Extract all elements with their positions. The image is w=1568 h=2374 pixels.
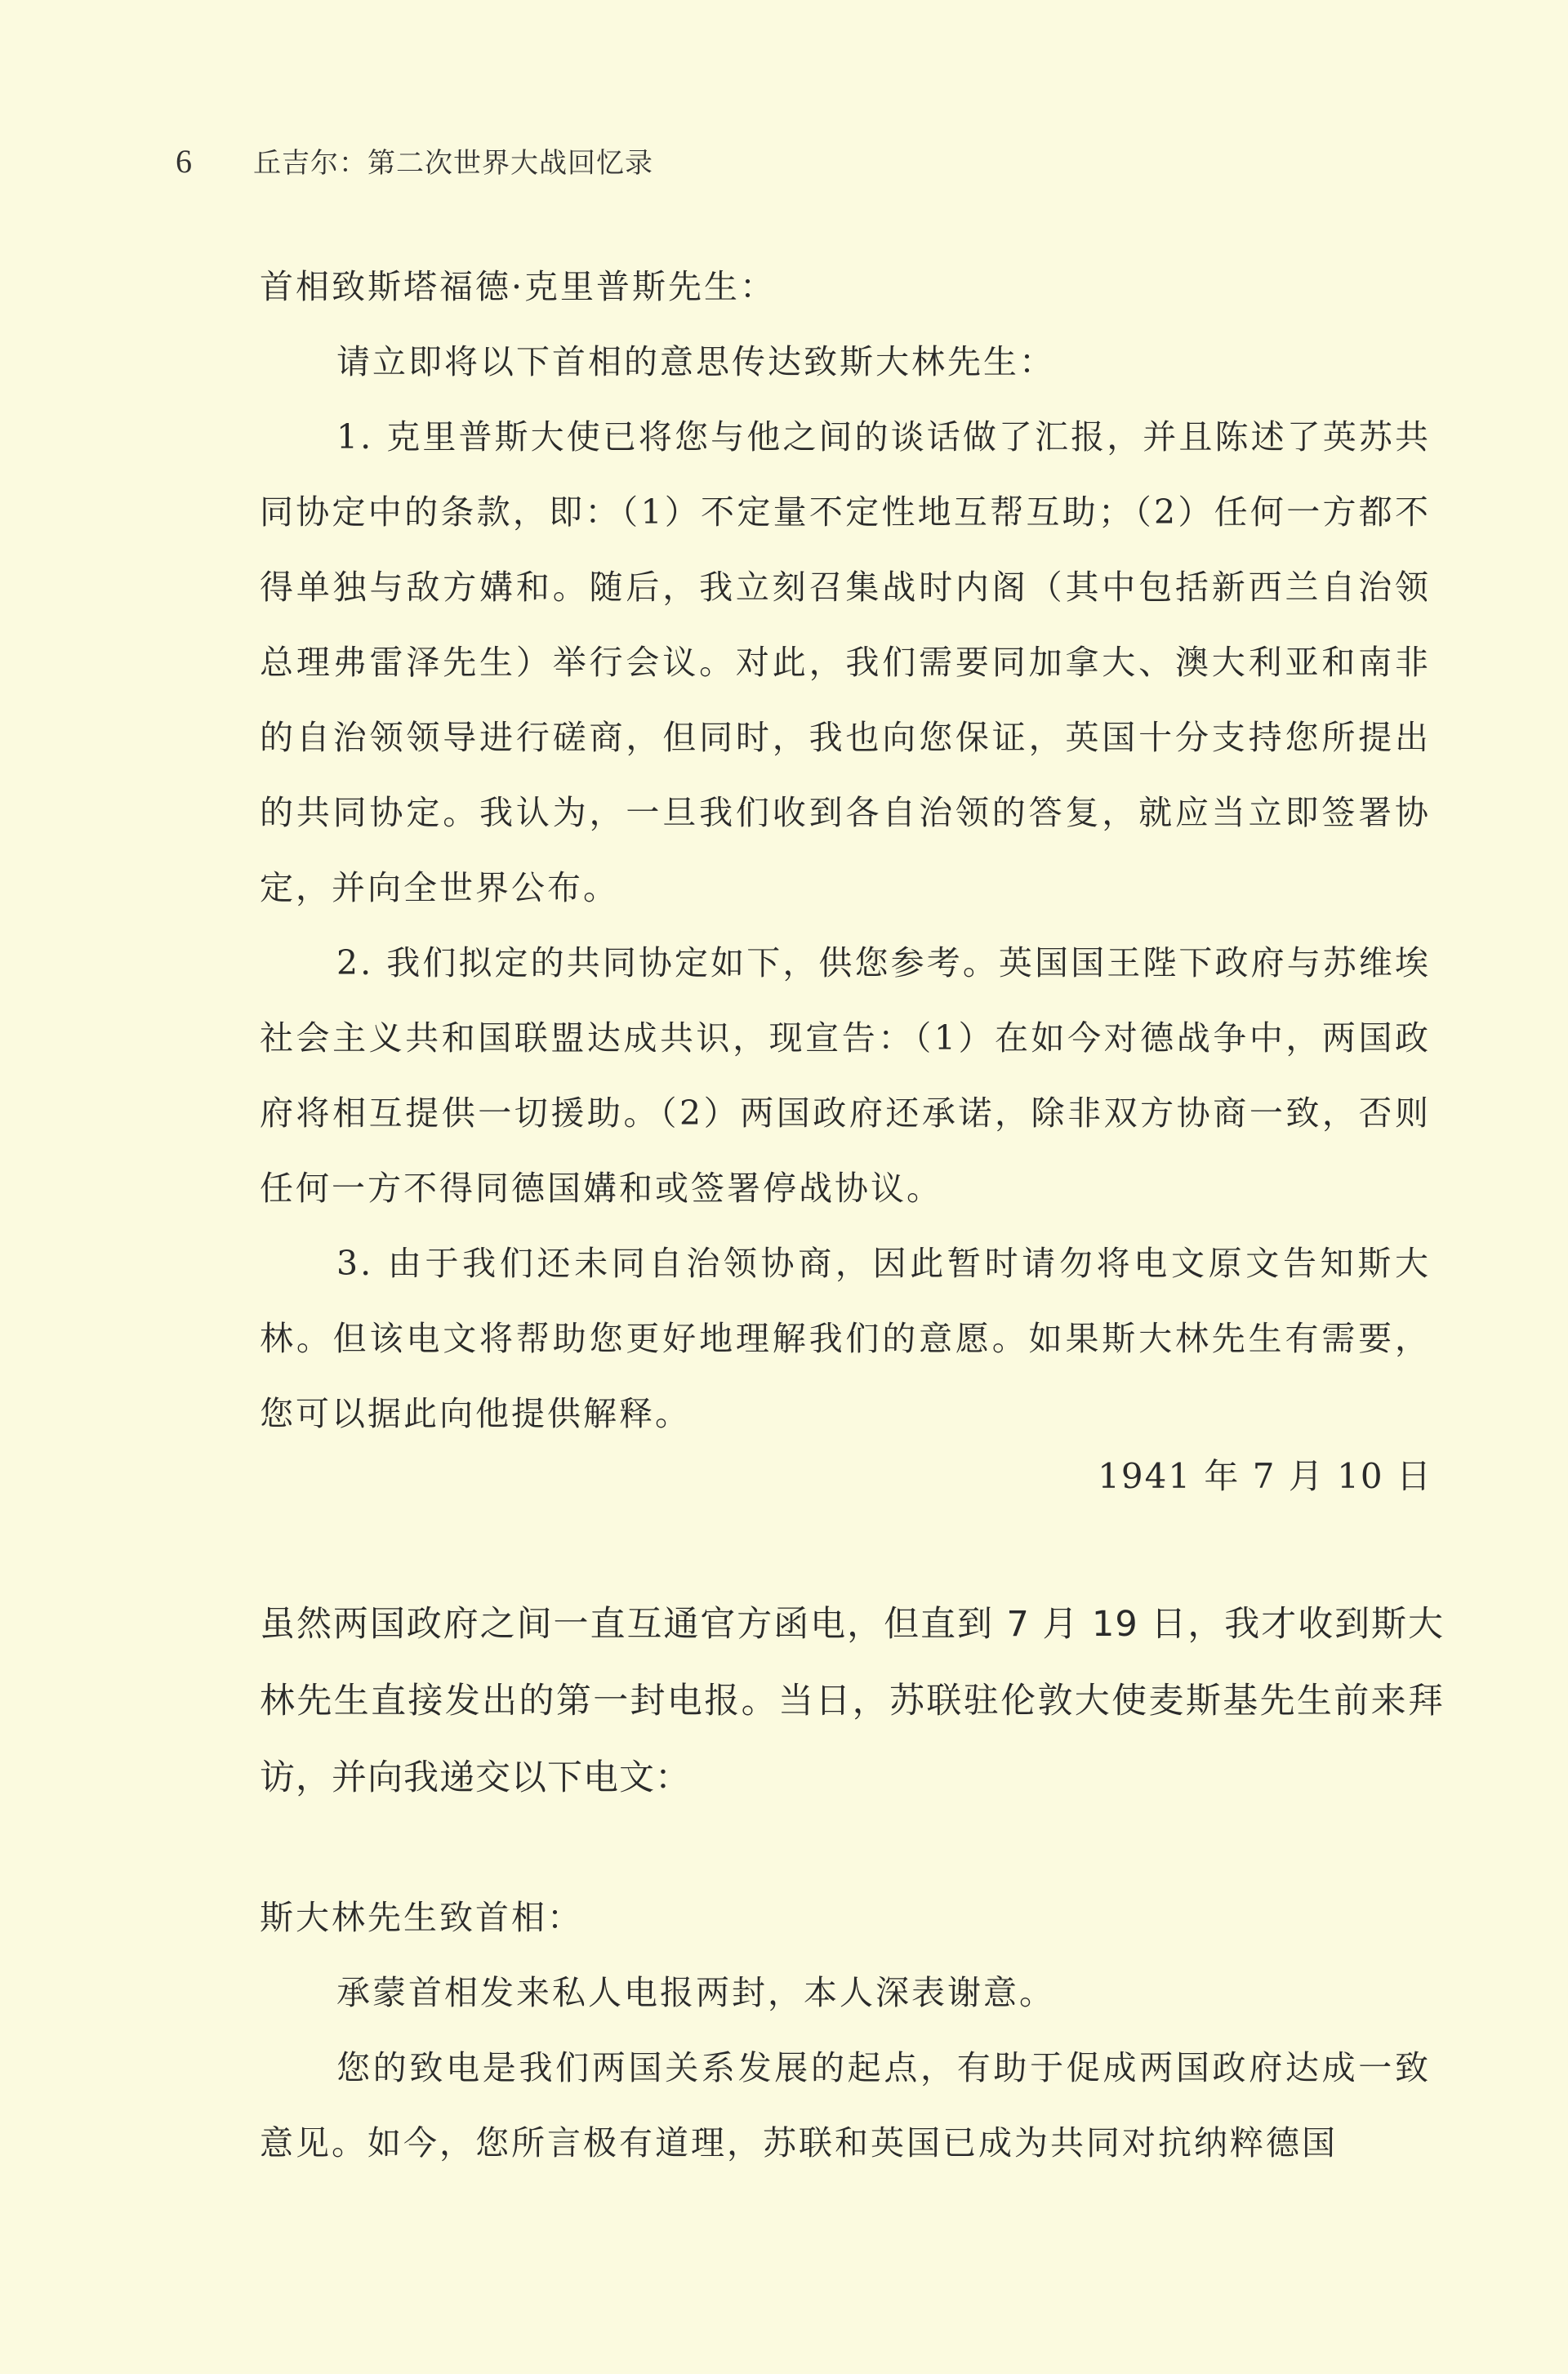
book-title: 丘吉尔：第二次世界大战回忆录	[253, 147, 653, 180]
telegram-date: 1941 年 7 月 10 日	[1098, 1456, 1432, 1496]
telegram-paragraph: 请立即将以下首相的意思传达致斯大林先生：	[336, 342, 1055, 381]
telegram-paragraph: 1. 克里普斯大使已将您与他之间的谈话做了汇报，并且陈述了英苏共同协定中的条款，即：（1）不定量不定性地互帮互助；（2）任何一方都不得单独与敌方媾和。随后，我立刻召集战时内阁（其中包括新西兰自治领总理弗雷泽先生）举行会议。对此，我们需要同加拿大、澳大利亚和南非的自治领领导进行磋商，但同时，我也向您保证，英国十分支持您所提出的共同协定。我认为，一旦我们收到各自治领的答复，就应当立即签署协定，并向全世界公布。	[260, 417, 1431, 907]
narrative-text	[260, 1586, 1444, 1816]
running-header	[176, 145, 653, 178]
telegram-to-cripps	[260, 249, 1431, 1451]
telegram-salutation: 首相致斯塔福德·克里普斯先生：	[260, 267, 777, 306]
page-number: 6	[176, 143, 192, 180]
telegram-from-stalin	[260, 1880, 1431, 2180]
telegram-salutation: 斯大林先生致首相：	[260, 1898, 583, 1937]
telegram-paragraph: 3. 由于我们还未同自治领协商，因此暂时请勿将电文原文告知斯大林。但该电文将帮助您更好地理解我们的意愿。如果斯大林先生有需要，您可以据此向他提供解释。	[260, 1244, 1431, 1433]
telegram-paragraph: 承蒙首相发来私人电报两封，本人深表谢意。	[336, 1973, 1055, 2012]
telegram-paragraph: 您的致电是我们两国关系发展的起点，有助于促成两国政府达成一致意见。如今，您所言极有道理，苏联和英国已成为共同对抗纳粹德国	[260, 2048, 1431, 2162]
telegram-paragraph: 2. 我们拟定的共同协定如下，供您参考。英国国王陛下政府与苏维埃社会主义共和国联盟达成共识，现宣告：（1）在如今对德战争中，两国政府将相互提供一切援助。（2）两国政府还承诺，除非双方协商一致，否则任何一方不得同德国媾和或签署停战协议。	[260, 943, 1431, 1208]
narrative-paragraph: 虽然两国政府之间一直互通官方函电，但直到 7 月 19 日，我才收到斯大林先生直接发出的第一封电报。当日，苏联驻伦敦大使麦斯基先生前来拜访，并向我递交以下电文：	[260, 1604, 1444, 1798]
